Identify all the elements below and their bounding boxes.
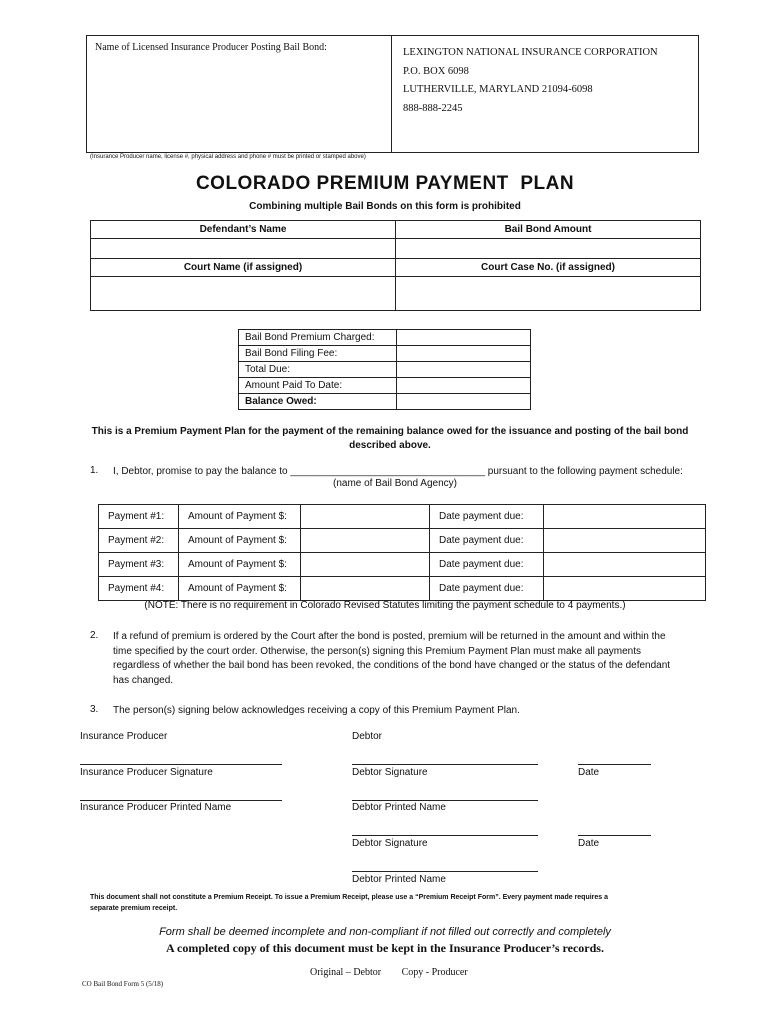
payment-schedule-table xyxy=(98,504,706,601)
item1-text: I, Debtor, promise to pay the balance to ___________________________________ pursuant to the following payment schedule: xyxy=(113,466,683,477)
payment-amount-field[interactable] xyxy=(301,505,430,529)
payment-label: Payment #2: xyxy=(99,529,179,553)
payment-amount-field[interactable] xyxy=(301,529,430,553)
payment-date-field[interactable] xyxy=(544,529,706,553)
payment-amount-field[interactable] xyxy=(301,577,430,601)
date-label-1: Date xyxy=(578,767,600,778)
producer-signature-line[interactable] xyxy=(80,764,282,765)
copy-distribution xyxy=(310,967,486,978)
payment-label: Payment #1: xyxy=(99,505,179,529)
payment-note: (NOTE: There is no requirement in Colorado Revised Statutes limiting the payment schedule to 4 payments.) xyxy=(144,600,626,611)
debtor-heading: Debtor xyxy=(352,731,383,742)
payment-date-label: Date payment due: xyxy=(430,505,544,529)
bail-bond-amount-header: Bail Bond Amount xyxy=(396,221,701,239)
filing-fee-field[interactable] xyxy=(397,346,531,362)
court-name-field[interactable] xyxy=(91,277,396,311)
original-copy-label: Original – Debtor xyxy=(310,967,382,978)
payment-date-field[interactable] xyxy=(544,577,706,601)
page-title: COLORADO PREMIUM PAYMENT PLAN xyxy=(195,173,575,194)
producer-printed-name-line[interactable] xyxy=(80,800,282,801)
date-line-2[interactable] xyxy=(578,835,651,836)
payment-amount-label: Amount of Payment $: xyxy=(179,505,301,529)
insurer-address xyxy=(403,44,658,118)
debtor-printed-name-line-2[interactable] xyxy=(352,871,538,872)
amount-paid-field[interactable] xyxy=(397,378,531,394)
amount-paid-label: Amount Paid To Date: xyxy=(239,378,397,394)
debtor-printed-name-line-1[interactable] xyxy=(352,800,538,801)
item1-agency-sublabel: (name of Bail Bond Agency) xyxy=(333,478,457,489)
balance-owed-label: Balance Owed: xyxy=(239,394,397,410)
court-name-header: Court Name (if assigned) xyxy=(91,259,396,277)
payment-date-field[interactable] xyxy=(544,505,706,529)
court-case-no-header: Court Case No. (if assigned) xyxy=(396,259,701,277)
premium-charged-field[interactable] xyxy=(397,330,531,346)
premium-charged-label: Bail Bond Premium Charged: xyxy=(239,330,397,346)
premium-receipt-disclaimer xyxy=(90,892,680,914)
item2-line: has changed. xyxy=(113,674,174,686)
producer-header-box xyxy=(86,35,699,153)
payment-row xyxy=(99,529,706,553)
date-line-1[interactable] xyxy=(578,764,651,765)
item3-text: The person(s) signing below acknowledges receiving a copy of this Premium Payment Plan. xyxy=(113,705,520,716)
payment-date-field[interactable] xyxy=(544,553,706,577)
item2-line: If a refund of premium is ordered by the Court after the bond is posted, premium will be returned in the amount and within the xyxy=(113,631,666,642)
debtor-signature-line-2[interactable] xyxy=(352,835,538,836)
insurer-po-box: P.O. BOX 6098 xyxy=(403,65,469,77)
bail-bond-amount-field[interactable] xyxy=(396,239,701,259)
item2-text xyxy=(113,630,670,688)
producer-label: Name of Licensed Insurance Producer Posting Bail Bond: xyxy=(95,42,327,53)
date-label-2: Date xyxy=(578,838,600,849)
producer-info-field[interactable] xyxy=(87,36,392,152)
debtor-printed-name-label-1: Debtor Printed Name xyxy=(352,802,446,813)
payment-label: Payment #3: xyxy=(99,553,179,577)
debtor-signature-line-1[interactable] xyxy=(352,764,538,765)
defendant-table xyxy=(90,220,701,311)
records-note: A completed copy of this document must be kept in the Insurance Producer’s records. xyxy=(166,941,604,955)
insurer-city: LUTHERVILLE, MARYLAND 21094-6098 xyxy=(403,84,593,95)
payment-row xyxy=(99,505,706,529)
item2-line: regardless of whether the bail bond has been revoked, the conditions of the bond have changed or the status of the defendant xyxy=(113,660,671,671)
filing-fee-label: Bail Bond Filing Fee: xyxy=(239,346,397,362)
disclaimer-line: This document shall not constitute a Premium Receipt. To issue a Premium Receipt, please use a “Premium Receipt Form”. Every payment made requires a xyxy=(90,894,609,901)
payment-amount-label: Amount of Payment $: xyxy=(179,529,301,553)
total-due-label: Total Due: xyxy=(239,362,397,378)
payment-amount-label: Amount of Payment $: xyxy=(179,553,301,577)
insurer-phone: 888-888-2245 xyxy=(403,102,463,114)
producer-copy-label: Copy - Producer xyxy=(401,967,468,978)
insurance-producer-heading: Insurance Producer xyxy=(80,731,168,742)
payment-date-label: Date payment due: xyxy=(430,529,544,553)
payment-date-label: Date payment due: xyxy=(430,553,544,577)
page-subtitle: Combining multiple Bail Bonds on this form is prohibited xyxy=(249,201,521,212)
defendant-name-field[interactable] xyxy=(91,239,396,259)
producer-signature-label: Insurance Producer Signature xyxy=(80,767,213,778)
payment-row xyxy=(99,553,706,577)
item2-number: 2. xyxy=(90,630,99,641)
debtor-printed-name-label-2: Debtor Printed Name xyxy=(352,874,446,885)
disclaimer-line: separate premium receipt. xyxy=(90,905,178,912)
insurer-company: LEXINGTON NATIONAL INSURANCE CORPORATION xyxy=(403,47,658,58)
court-case-no-field[interactable] xyxy=(396,277,701,311)
form-id: CO Bail Bond Form 5 (5/18) xyxy=(82,980,164,988)
producer-printed-name-label: Insurance Producer Printed Name xyxy=(80,802,232,813)
compliance-note: Form shall be deemed incomplete and non-compliant if not filled out correctly and completely xyxy=(159,926,611,938)
balance-owed-field[interactable] xyxy=(397,394,531,410)
item2-line: time specified by the court order. Otherwise, the person(s) signing this Premium Payment Plan must make all payments xyxy=(113,645,642,657)
payment-date-label: Date payment due: xyxy=(430,577,544,601)
producer-note: (Insurance Producer name, license #, physical address and phone # must be printed or stamped above) xyxy=(90,154,366,160)
payment-row xyxy=(99,577,706,601)
item3-number: 3. xyxy=(90,704,99,715)
fee-table xyxy=(238,329,531,410)
payment-label: Payment #4: xyxy=(99,577,179,601)
payment-plan-statement: This is a Premium Payment Plan for the payment of the remaining balance owed for the issuance and posting of the bail bond described above. xyxy=(91,426,689,451)
item1-number: 1. xyxy=(90,465,99,476)
total-due-field[interactable] xyxy=(397,362,531,378)
defendant-name-header: Defendant’s Name xyxy=(91,221,396,239)
payment-amount-field[interactable] xyxy=(301,553,430,577)
payment-amount-label: Amount of Payment $: xyxy=(179,577,301,601)
debtor-signature-label-1: Debtor Signature xyxy=(352,767,428,778)
debtor-signature-label-2: Debtor Signature xyxy=(352,838,428,849)
